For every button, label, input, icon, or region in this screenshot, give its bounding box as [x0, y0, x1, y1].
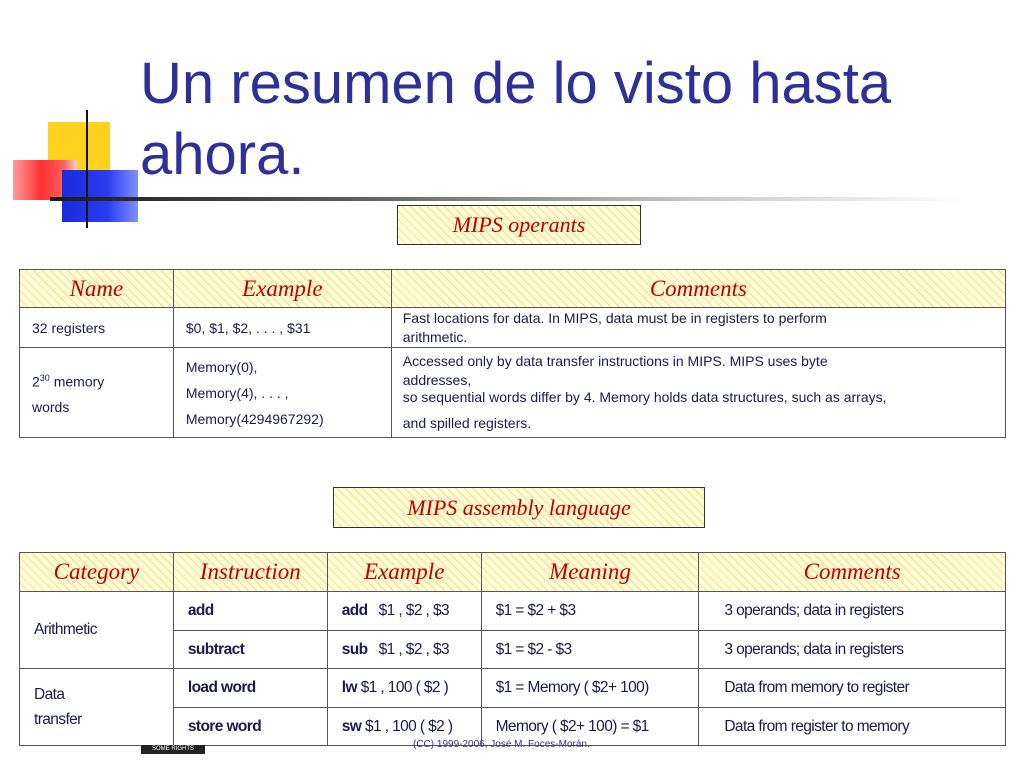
operand-name — [20, 348, 174, 438]
operand-example — [173, 348, 391, 438]
opcode: sub — [341, 640, 368, 658]
category-cell — [20, 669, 174, 746]
operands: $1 , $2 , $3 — [378, 640, 450, 658]
logo-vertical-line — [86, 110, 88, 228]
meaning-cell: $1 = Memory ( $2+ 100) — [481, 669, 699, 708]
header-instruction: Instruction — [173, 553, 327, 592]
comment-line: so sequential words differ by 4. Memory holds data structures, such as arrays, — [402, 389, 887, 405]
header-name: Name — [20, 270, 174, 308]
operand-name: 32 registers — [20, 308, 174, 348]
table-row — [20, 308, 1006, 348]
title-underline — [50, 197, 970, 201]
example-line: Memory(4294967292) — [185, 410, 324, 427]
comment-line: and spilled registers. — [402, 415, 532, 431]
operands-caption: MIPS operants — [397, 205, 641, 245]
operands-header-row — [20, 270, 1006, 308]
meaning-cell: $1 = $2 - $3 — [481, 631, 699, 669]
comments-cell: 3 operands; data in registers — [699, 592, 1006, 631]
operands: $1 , $2 , $3 — [378, 602, 450, 619]
footer-copyright: (CC) 1999-2006, José M. Foces-Morán. — [413, 739, 590, 750]
instruction-cell: add — [173, 592, 327, 631]
category-label: transfer — [34, 711, 82, 728]
operand-example: $0, $1, $2, . . . , $31 — [173, 308, 391, 348]
logo-blue-square — [62, 170, 138, 222]
table-row — [20, 592, 1006, 631]
comments-cell: Data from memory to register — [699, 669, 1006, 708]
comment-line: Fast locations for data. In MIPS, data must be in registers to perform — [402, 309, 827, 326]
example-line: Memory(4), . . . , — [185, 384, 289, 401]
header-comments: Comments — [699, 553, 1006, 592]
name-line2: words — [32, 399, 70, 416]
category-cell — [20, 592, 174, 669]
table-row — [20, 348, 1006, 438]
name-exponent: 30 — [39, 372, 50, 383]
meaning-cell: $1 = $2 + $3 — [481, 592, 699, 631]
category-label: Arithmetic — [34, 621, 97, 638]
comments-cell: Data from register to memory — [699, 708, 1006, 746]
example-cell — [327, 592, 481, 631]
comment-line: arithmetic. — [402, 328, 468, 345]
operand-comments — [391, 348, 1005, 438]
header-category: Category — [20, 553, 174, 592]
operands: $1 , 100 ( $2 ) — [364, 717, 453, 735]
assembly-table — [19, 552, 1006, 746]
instruction-cell: store word — [173, 708, 327, 746]
instruction-cell: subtract — [173, 631, 327, 669]
table-row — [20, 669, 1006, 708]
instruction-cell: load word — [173, 669, 327, 708]
operands-table — [19, 269, 1006, 438]
opcode: sw — [341, 717, 362, 735]
opcode: add — [341, 602, 368, 619]
header-comments: Comments — [391, 270, 1005, 308]
assembly-caption: MIPS assembly language — [333, 487, 705, 528]
example-line: Memory(0), — [185, 358, 258, 375]
name-rest: memory — [49, 373, 105, 390]
opcode: lw — [341, 679, 357, 696]
operand-comments — [391, 308, 1005, 348]
example-cell — [327, 631, 481, 669]
comment-line: addresses, — [402, 372, 472, 388]
header-example: Example — [173, 270, 391, 308]
name-base: 2 — [32, 373, 40, 390]
category-label: Data — [34, 686, 65, 703]
operands: $1 , 100 ( $2 ) — [360, 679, 449, 696]
slide-title: Un resumen de lo visto hasta ahora. — [140, 51, 892, 187]
meaning-cell: Memory ( $2+ 100) = $1 — [481, 708, 699, 746]
example-cell — [327, 669, 481, 708]
header-example: Example — [327, 553, 481, 592]
comments-cell: 3 operands; data in registers — [699, 631, 1006, 669]
header-meaning: Meaning — [481, 553, 699, 592]
license-badge[interactable]: SOME RIGHTS RESERVED — [141, 745, 205, 754]
assembly-header-row — [20, 553, 1006, 592]
comment-line: Accessed only by data transfer instructions in MIPS. MIPS uses byte — [402, 353, 828, 369]
